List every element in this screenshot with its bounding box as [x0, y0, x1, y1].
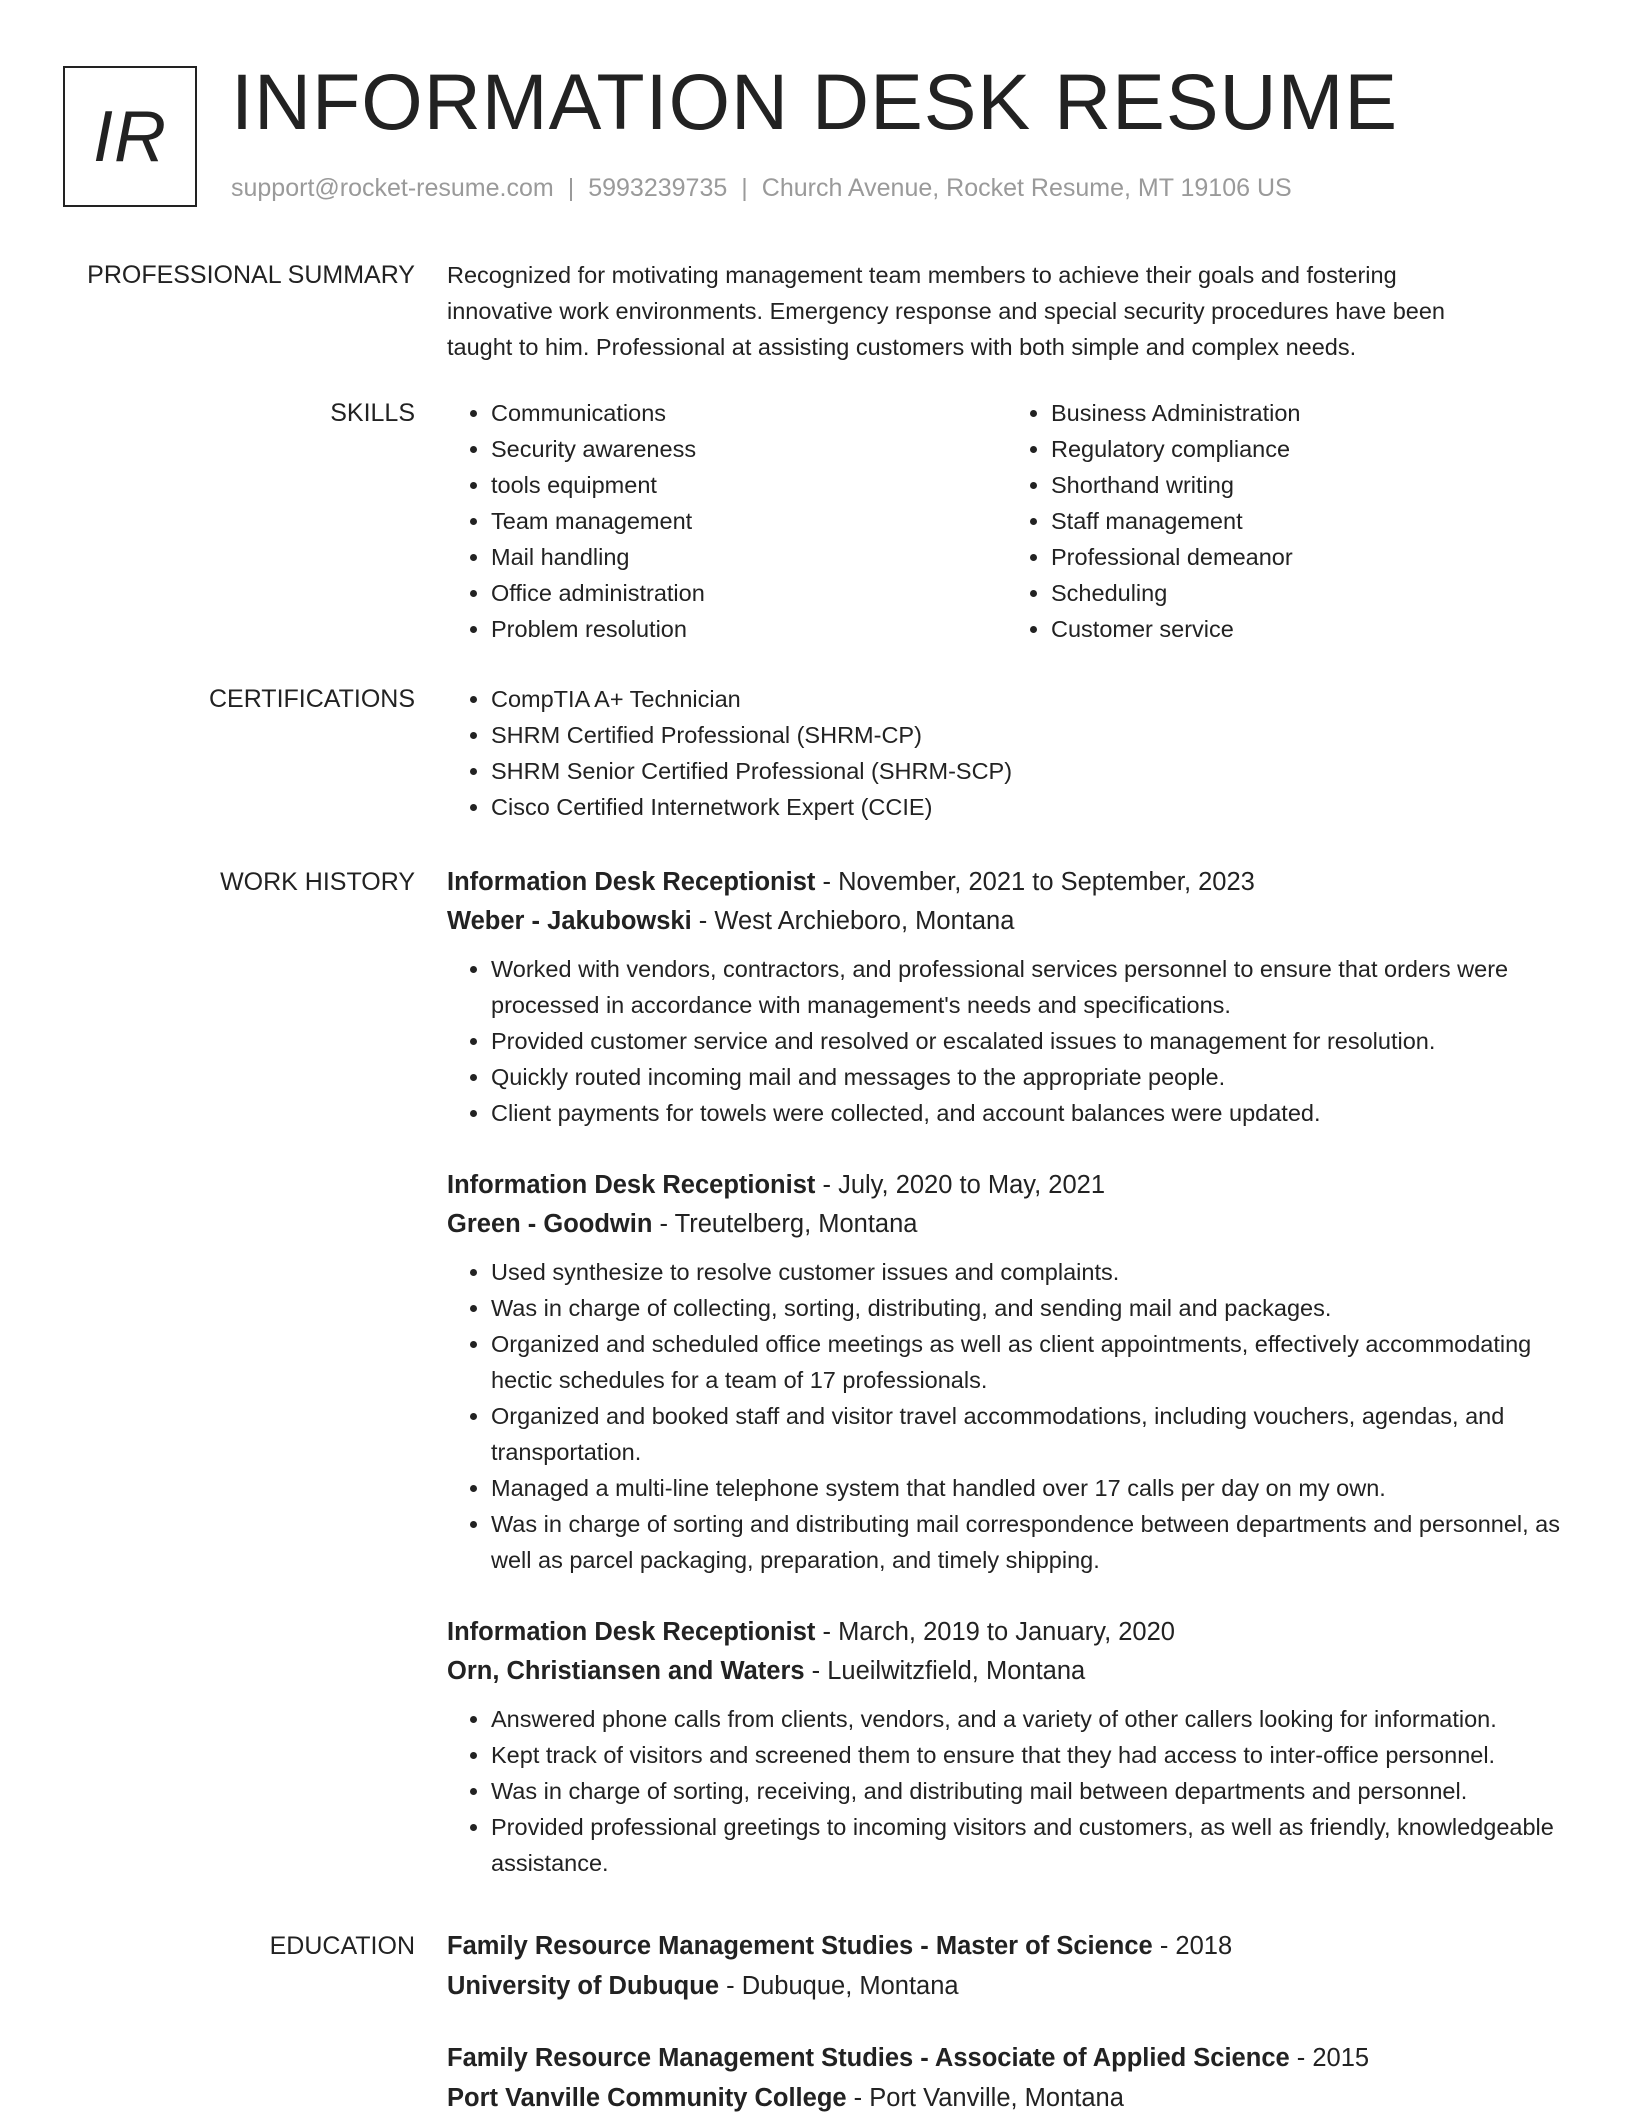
skills-list-right — [1007, 395, 1567, 647]
job-bullet: • Answered phone calls from clients, vendors, and a variety of other callers looking for information. — [491, 1701, 1567, 1737]
education-year: - 2015 — [1289, 2044, 1370, 2072]
certification-item: • CompTIA A+ Technician — [491, 681, 1567, 717]
skill-item: • Customer service — [1051, 611, 1567, 647]
job-company: Green - Goodwin — [447, 1210, 653, 1238]
job-dates: - March, 2019 to January, 2020 — [815, 1618, 1175, 1646]
job-bullets — [447, 951, 1567, 1131]
job-bullets — [447, 1701, 1567, 1881]
skill-item: • Communications — [491, 395, 1007, 431]
section-label-skills: SKILLS — [330, 399, 415, 427]
summary-line: Recognized for motivating management team members to achieve their goals and fostering — [447, 262, 1397, 288]
education-school-line — [447, 1966, 1567, 2006]
monogram-box: IR — [63, 66, 197, 207]
section-label-summary: PROFESSIONAL SUMMARY — [87, 261, 415, 289]
certifications-body — [447, 681, 1567, 825]
contact-phone[interactable]: 5993239735 — [588, 174, 728, 202]
job-location: - Lueilwitzfield, Montana — [804, 1657, 1086, 1685]
job-bullet: • Provided customer service and resolved or escalated issues to management for resolution. — [491, 1023, 1567, 1059]
job-bullet: • Used synthesize to resolve customer issues and complaints. — [491, 1254, 1567, 1290]
summary-text — [447, 257, 1567, 365]
skill-item: • Regulatory compliance — [1051, 431, 1567, 467]
job-location: - West Archieboro, Montana — [691, 907, 1015, 935]
job-title-line — [447, 1165, 1567, 1205]
skill-item: • Problem resolution — [491, 611, 1007, 647]
job-bullet: • Was in charge of sorting and distributing mail correspondence between departments and personnel, as well as parcel packaging, preparation, and timely shipping. — [491, 1506, 1567, 1578]
job-bullet: • Worked with vendors, contractors, and professional services personnel to ensure that orders were processed in accordance with management's needs and specifications. — [491, 951, 1567, 1023]
job-company-line — [447, 1652, 1567, 1690]
skills-grid — [447, 395, 1567, 647]
job-bullet: • Provided professional greetings to incoming visitors and customers, as well as friendly, knowledgeable assistance. — [491, 1809, 1567, 1881]
resume-title: INFORMATION DESK RESUME — [231, 57, 1399, 146]
job-bullet: • Was in charge of sorting, receiving, and distributing mail between departments and personnel. — [491, 1773, 1567, 1809]
education-body — [447, 1926, 1567, 2118]
job-company: Weber - Jakubowski — [447, 907, 692, 935]
education-location: - Dubuque, Montana — [719, 1972, 959, 2000]
job-bullets — [447, 1254, 1567, 1578]
job-location: - Treutelberg, Montana — [652, 1210, 918, 1238]
job-company-line — [447, 1205, 1567, 1243]
job-title-line — [447, 862, 1567, 902]
skill-item: • Security awareness — [491, 431, 1007, 467]
job-bullet: • Was in charge of collecting, sorting, distributing, and sending mail and packages. — [491, 1290, 1567, 1326]
contact-email[interactable]: support@rocket-resume.com — [231, 174, 554, 202]
summary-line: taught to him. Professional at assisting customers with both simple and complex needs. — [447, 334, 1357, 360]
job-company-line — [447, 902, 1567, 940]
job-bullet: • Kept track of visitors and screened them to ensure that they had access to inter-office personnel. — [491, 1737, 1567, 1773]
education-school-line — [447, 2078, 1567, 2118]
skill-item: • Mail handling — [491, 539, 1007, 575]
education-degree-line — [447, 2038, 1567, 2078]
skill-item: • Staff management — [1051, 503, 1567, 539]
education-entry — [447, 2038, 1567, 2118]
separator: | — [567, 174, 575, 202]
job-bullet: • Organized and booked staff and visitor travel accommodations, including vouchers, agendas, and transportation. — [491, 1398, 1567, 1470]
job-dates: - July, 2020 to May, 2021 — [815, 1171, 1106, 1199]
separator: | — [741, 174, 748, 202]
job-title: Information Desk Receptionist — [447, 1618, 816, 1646]
job-bullet: • Quickly routed incoming mail and messages to the appropriate people. — [491, 1059, 1567, 1095]
contact-line — [231, 174, 1292, 203]
certification-item: • SHRM Certified Professional (SHRM-CP) — [491, 717, 1567, 753]
education-location: - Port Vanville, Montana — [846, 2084, 1124, 2112]
job-bullet: • Client payments for towels were collected, and account balances were updated. — [491, 1095, 1567, 1131]
skill-item: • Business Administration — [1051, 395, 1567, 431]
education-entry — [447, 1926, 1567, 2006]
job-entry — [447, 1165, 1567, 1578]
education-school: Port Vanville Community College — [447, 2084, 847, 2112]
job-entry — [447, 1612, 1567, 1881]
skill-item: • Scheduling — [1051, 575, 1567, 611]
skill-item: • Professional demeanor — [1051, 539, 1567, 575]
job-dates: - November, 2021 to September, 2023 — [815, 868, 1255, 896]
summary-line: innovative work environments. Emergency response and special security procedures have been — [447, 298, 1445, 324]
job-bullet: • Organized and scheduled office meetings as well as client appointments, effectively accommodating hectic schedules for a team of 17 professionals. — [491, 1326, 1567, 1398]
education-degree: Family Resource Management Studies - Master of Science — [447, 1932, 1153, 1960]
certification-item: • SHRM Senior Certified Professional (SHRM-SCP) — [491, 753, 1567, 789]
section-label-education: EDUCATION — [269, 1932, 415, 1960]
certification-item: • Cisco Certified Internetwork Expert (CCIE) — [491, 789, 1567, 825]
job-title-line — [447, 1612, 1567, 1652]
section-label-certifications: CERTIFICATIONS — [208, 685, 415, 713]
skill-item: • Team management — [491, 503, 1007, 539]
contact-address: Church Avenue, Rocket Resume, MT 19106 US — [761, 174, 1292, 202]
skill-item: • Office administration — [491, 575, 1007, 611]
skills-list-left — [447, 395, 1007, 647]
skill-item: • Shorthand writing — [1051, 467, 1567, 503]
job-title: Information Desk Receptionist — [447, 1171, 816, 1199]
job-company: Orn, Christiansen and Waters — [447, 1657, 805, 1685]
job-title: Information Desk Receptionist — [447, 868, 816, 896]
job-bullet: • Managed a multi-line telephone system that handled over 17 calls per day on my own. — [491, 1470, 1567, 1506]
education-school: University of Dubuque — [447, 1972, 720, 2000]
work-history-body — [447, 862, 1567, 1915]
skill-item: • tools equipment — [491, 467, 1007, 503]
education-degree-line — [447, 1926, 1567, 1966]
job-entry — [447, 862, 1567, 1131]
certifications-list — [447, 681, 1567, 825]
education-degree: Family Resource Management Studies - Associate of Applied Science — [447, 2044, 1290, 2072]
section-label-work: WORK HISTORY — [220, 868, 415, 896]
education-year: - 2018 — [1152, 1932, 1233, 1960]
